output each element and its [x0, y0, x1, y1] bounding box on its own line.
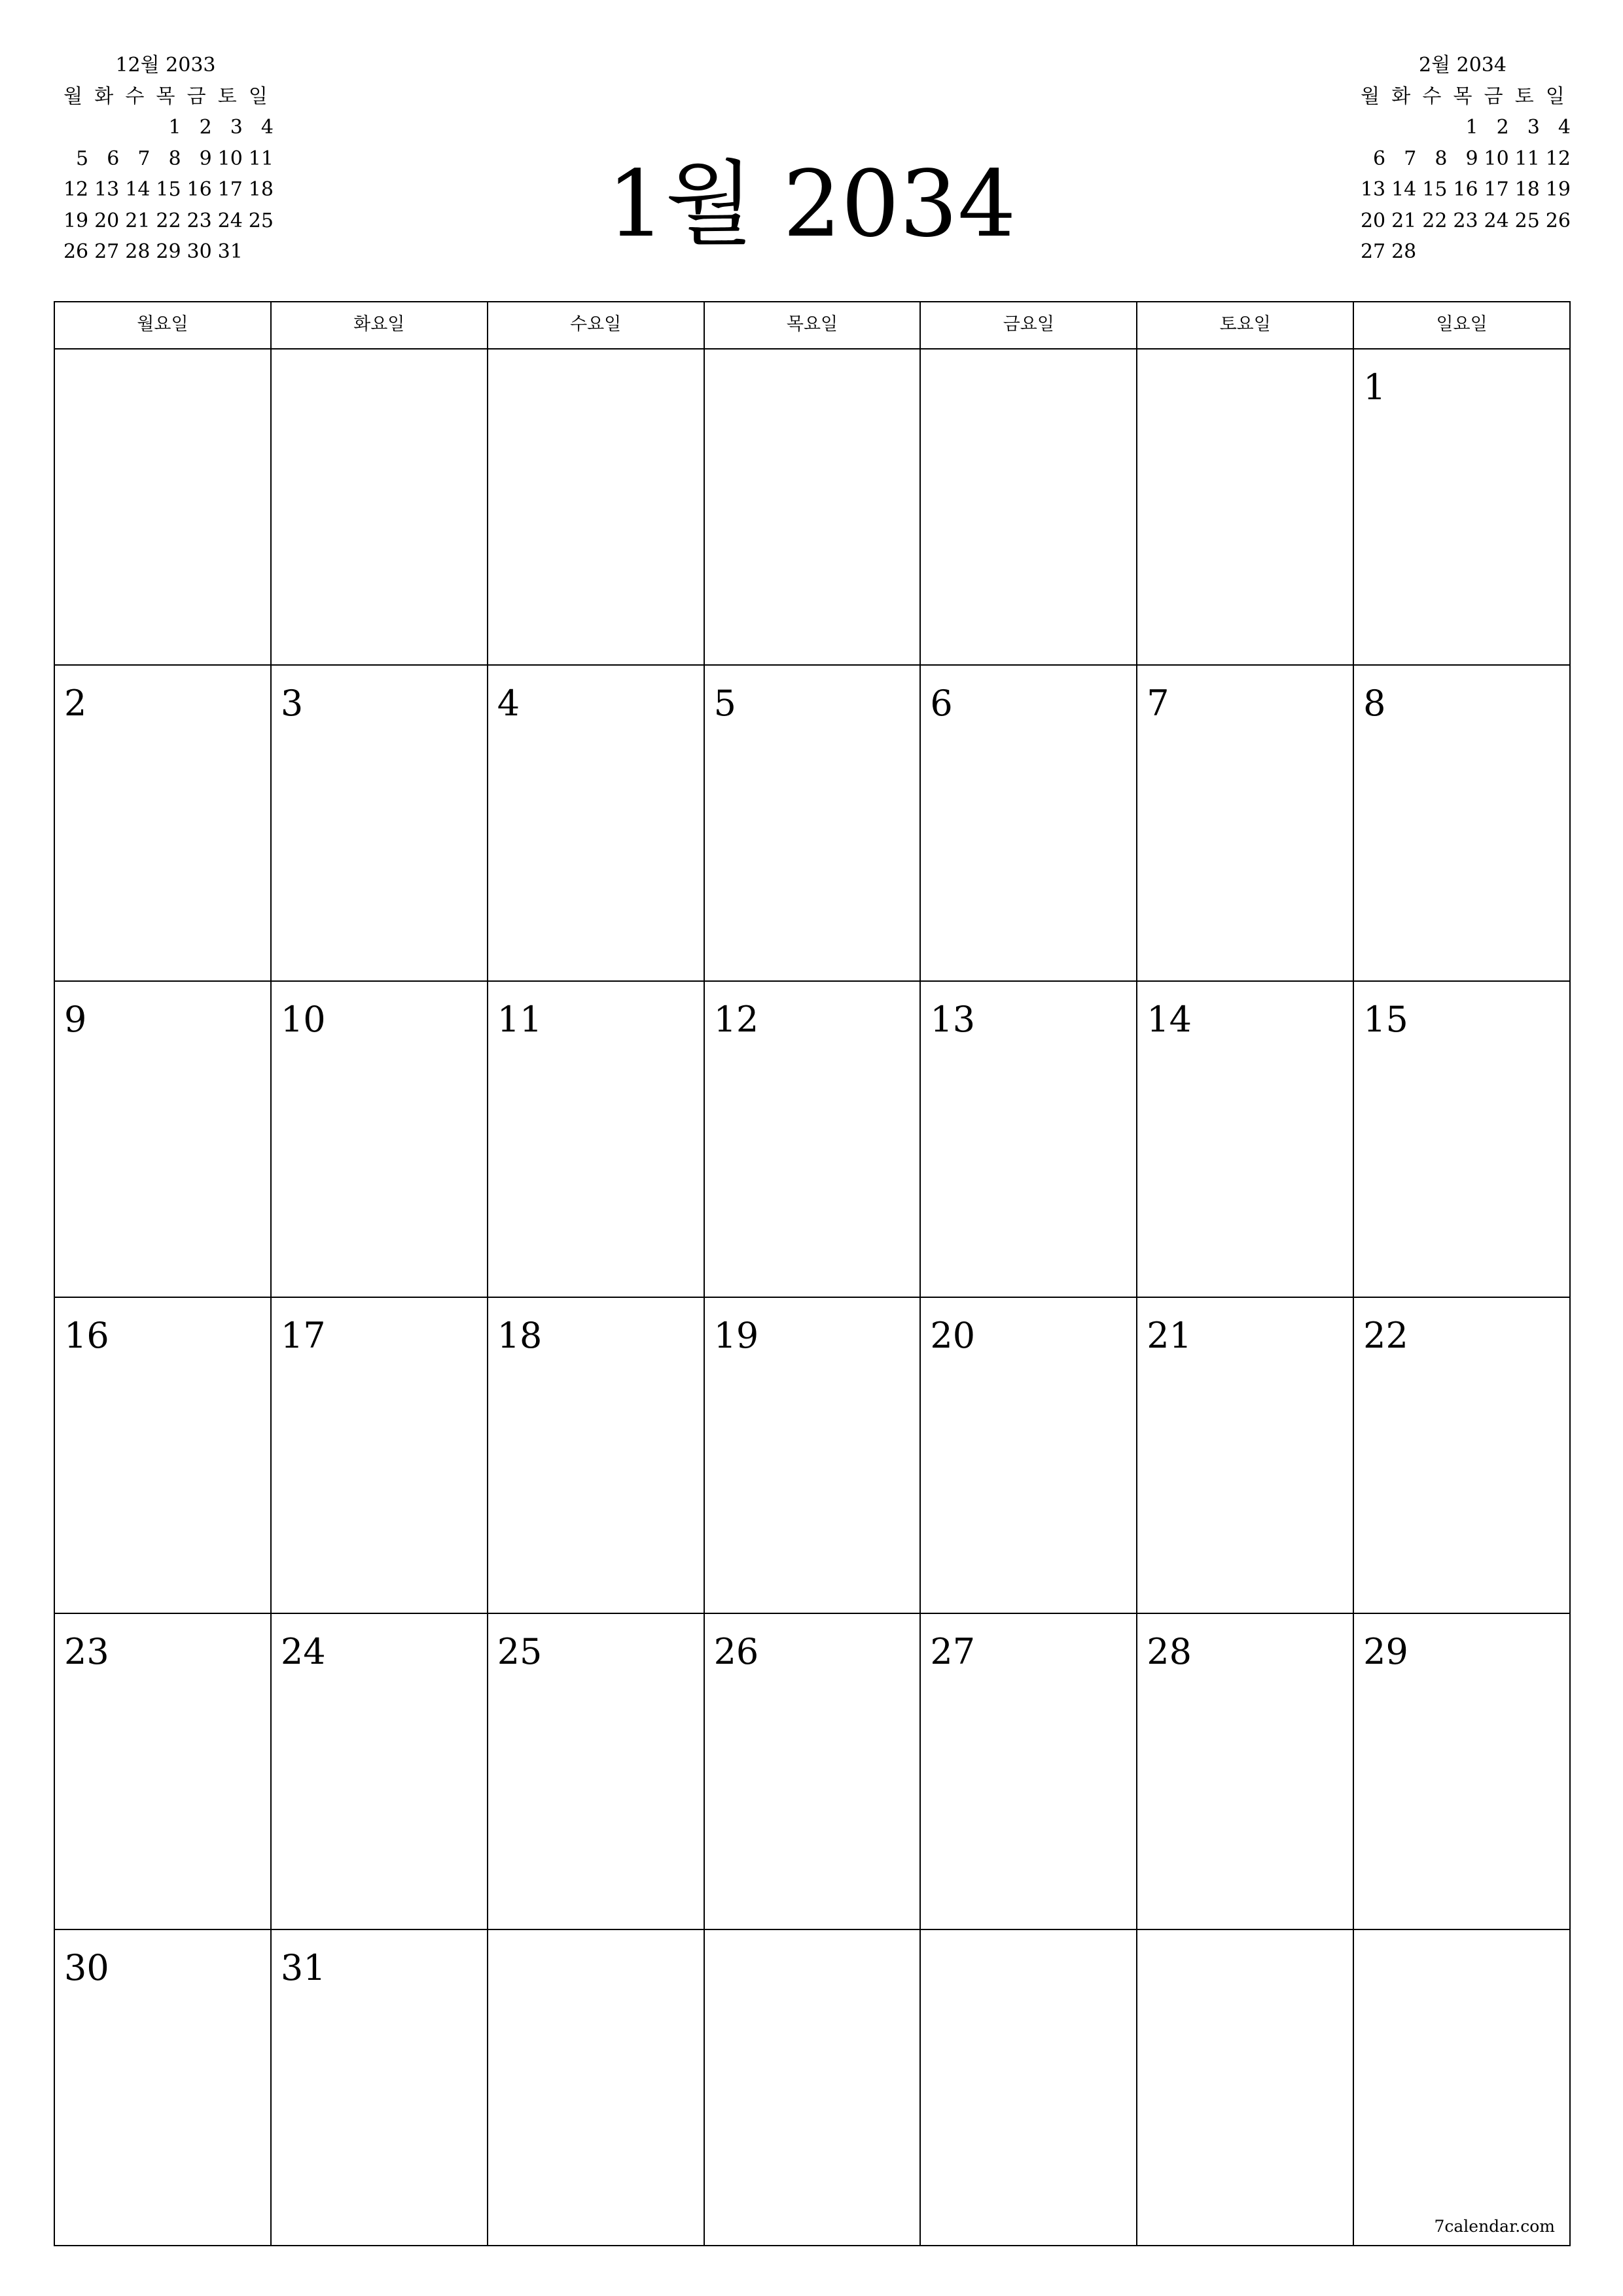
page-title: 1월 2034	[607, 151, 1016, 258]
mini-weekday: 월	[1361, 84, 1380, 108]
next-month-title: 2월 2034	[1419, 54, 1507, 77]
day-cell	[1137, 1930, 1354, 2246]
day-number: 5	[713, 683, 736, 724]
day-number: 10	[280, 999, 326, 1040]
day-cell	[1354, 1930, 1571, 2246]
mini-day	[1416, 236, 1447, 268]
day-cell	[55, 982, 272, 1298]
weekday-header: 수요일	[488, 302, 705, 350]
day-cell	[55, 666, 272, 982]
mini-day: 1	[168, 116, 181, 139]
day-cell	[1137, 1614, 1354, 1930]
day-cell	[1137, 1298, 1354, 1614]
mini-day: 26	[1545, 209, 1571, 232]
week-row	[55, 350, 1571, 666]
day-number: 30	[64, 1947, 109, 1988]
mini-day: 29	[156, 240, 181, 263]
day-cell	[705, 350, 921, 666]
day-number: 27	[930, 1631, 976, 1672]
mini-day: 7	[1404, 147, 1417, 170]
mini-weekday: 금	[1484, 84, 1503, 108]
day-cell	[488, 350, 705, 666]
mini-day: 13	[1360, 178, 1386, 201]
day-cell	[55, 1930, 272, 2246]
mini-day: 27	[1360, 240, 1386, 263]
mini-day: 31	[217, 240, 243, 263]
mini-day: 30	[187, 240, 212, 263]
mini-day: 8	[168, 147, 181, 170]
mini-day	[1416, 112, 1447, 143]
mini-weekday: 토	[217, 84, 237, 108]
mini-day: 2	[1496, 116, 1509, 139]
day-cell	[921, 666, 1137, 982]
day-number: 22	[1363, 1315, 1408, 1356]
day-cell	[921, 1298, 1137, 1614]
day-number: 14	[1147, 999, 1192, 1040]
weekday-header: 월요일	[55, 302, 272, 350]
day-cell	[921, 1614, 1137, 1930]
day-cell	[55, 350, 272, 666]
day-number: 29	[1363, 1631, 1408, 1672]
site-credit: 7calendar.com	[1434, 2217, 1555, 2236]
mini-day: 4	[260, 116, 274, 139]
mini-day	[1355, 112, 1385, 143]
day-cell	[921, 1930, 1137, 2246]
day-number: 9	[64, 999, 87, 1040]
mini-day: 18	[1514, 178, 1540, 201]
mini-day: 26	[63, 240, 89, 263]
mini-day: 21	[1391, 209, 1417, 232]
mini-weekday: 월	[63, 84, 83, 108]
day-cell	[488, 1298, 705, 1614]
day-cell	[1137, 666, 1354, 982]
day-number: 7	[1147, 683, 1169, 724]
day-cell	[488, 982, 705, 1298]
mini-day: 11	[1514, 147, 1540, 170]
day-number: 2	[64, 683, 87, 724]
day-number: 18	[497, 1315, 543, 1356]
mini-day	[58, 112, 88, 143]
day-number: 31	[280, 1947, 326, 1988]
day-number: 1	[1363, 367, 1386, 408]
mini-day: 23	[187, 209, 212, 232]
day-cell	[705, 1930, 921, 2246]
mini-day: 9	[1465, 147, 1478, 170]
weekday-header: 화요일	[272, 302, 488, 350]
day-cell	[705, 982, 921, 1298]
mini-day: 15	[1422, 178, 1448, 201]
mini-weekday: 수	[1422, 84, 1442, 108]
mini-day: 14	[125, 178, 151, 201]
day-number: 15	[1363, 999, 1408, 1040]
day-number: 25	[497, 1631, 543, 1672]
mini-day: 22	[156, 209, 181, 232]
weekday-header: 일요일	[1354, 302, 1571, 350]
day-cell	[1354, 666, 1571, 982]
mini-day: 10	[217, 147, 243, 170]
mini-weekday: 금	[187, 84, 206, 108]
day-cell	[1354, 982, 1571, 1298]
mini-weekday: 일	[248, 84, 268, 108]
mini-day: 28	[125, 240, 151, 263]
day-cell	[488, 666, 705, 982]
mini-day	[1385, 112, 1416, 143]
day-cell	[1137, 982, 1354, 1298]
week-row	[55, 1930, 1571, 2246]
day-cell	[1137, 350, 1354, 666]
day-number: 16	[64, 1315, 109, 1356]
mini-weekday: 목	[1453, 84, 1472, 108]
mini-day: 7	[137, 147, 151, 170]
mini-day: 5	[76, 147, 89, 170]
calendar-body	[55, 350, 1571, 2246]
mini-day	[1478, 236, 1509, 268]
mini-day: 15	[156, 178, 181, 201]
mini-day	[1447, 236, 1478, 268]
mini-day: 4	[1558, 116, 1571, 139]
mini-day: 19	[1545, 178, 1571, 201]
day-number: 28	[1147, 1631, 1192, 1672]
mini-day: 20	[94, 209, 120, 232]
mini-day	[88, 112, 119, 143]
day-number: 12	[713, 999, 759, 1040]
day-cell	[1354, 350, 1571, 666]
next-month-mini-calendar	[1355, 50, 1571, 268]
weekday-header: 금요일	[921, 302, 1137, 350]
weekday-header: 목요일	[705, 302, 921, 350]
mini-day: 22	[1422, 209, 1448, 232]
day-cell	[488, 1930, 705, 2246]
mini-weekday: 화	[1391, 84, 1411, 108]
next-month-grid	[1355, 81, 1571, 268]
mini-weekday: 일	[1545, 84, 1565, 108]
day-number: 23	[64, 1631, 109, 1672]
day-cell	[705, 1298, 921, 1614]
day-number: 21	[1147, 1315, 1192, 1356]
mini-day: 12	[1545, 147, 1571, 170]
week-row	[55, 666, 1571, 982]
day-number: 3	[280, 683, 304, 724]
mini-day: 19	[63, 209, 89, 232]
prev-month-title: 12월 2033	[115, 54, 216, 77]
day-cell	[55, 1614, 272, 1930]
mini-day: 14	[1391, 178, 1417, 201]
mini-day: 3	[1527, 116, 1540, 139]
mini-day: 2	[199, 116, 212, 139]
day-cell	[272, 1614, 488, 1930]
mini-day	[1540, 236, 1571, 268]
day-cell	[921, 982, 1137, 1298]
mini-day: 28	[1391, 240, 1417, 263]
mini-day: 25	[248, 209, 274, 232]
mini-day: 1	[1465, 116, 1478, 139]
day-number: 6	[930, 683, 953, 724]
weekday-header-row	[55, 302, 1571, 350]
mini-weekday: 목	[156, 84, 175, 108]
mini-day: 24	[217, 209, 243, 232]
mini-day: 16	[1453, 178, 1478, 201]
day-number: 24	[280, 1631, 326, 1672]
mini-weekday: 수	[125, 84, 145, 108]
day-number: 8	[1363, 683, 1386, 724]
mini-day	[119, 112, 150, 143]
mini-weekday: 화	[94, 84, 114, 108]
mini-day: 16	[187, 178, 212, 201]
day-number: 20	[930, 1315, 976, 1356]
mini-day: 12	[63, 178, 89, 201]
day-cell	[1354, 1614, 1571, 1930]
mini-day: 6	[1373, 147, 1386, 170]
day-cell	[921, 350, 1137, 666]
day-number: 19	[713, 1315, 759, 1356]
mini-day: 17	[217, 178, 243, 201]
mini-day: 8	[1435, 147, 1448, 170]
mini-day: 20	[1360, 209, 1386, 232]
mini-day: 11	[248, 147, 274, 170]
weekday-header: 토요일	[1137, 302, 1354, 350]
mini-day: 25	[1514, 209, 1540, 232]
day-number: 11	[497, 999, 543, 1040]
day-number: 26	[713, 1631, 759, 1672]
mini-day: 21	[125, 209, 151, 232]
mini-day: 24	[1484, 209, 1509, 232]
week-row	[55, 1614, 1571, 1930]
week-row	[55, 1298, 1571, 1614]
mini-day: 17	[1484, 178, 1509, 201]
day-cell	[1354, 1298, 1571, 1614]
mini-day: 23	[1453, 209, 1478, 232]
day-cell	[488, 1614, 705, 1930]
mini-day: 3	[230, 116, 243, 139]
day-cell	[55, 1298, 272, 1614]
day-cell	[272, 1298, 488, 1614]
mini-day: 13	[94, 178, 120, 201]
day-cell	[272, 666, 488, 982]
mini-day: 10	[1484, 147, 1509, 170]
day-number: 17	[280, 1315, 326, 1356]
day-cell	[705, 1614, 921, 1930]
day-cell	[272, 982, 488, 1298]
mini-day: 27	[94, 240, 120, 263]
day-number: 13	[930, 999, 976, 1040]
mini-day	[1509, 236, 1540, 268]
day-cell	[705, 666, 921, 982]
mini-day: 9	[199, 147, 212, 170]
mini-weekday: 토	[1514, 84, 1534, 108]
mini-day: 6	[107, 147, 120, 170]
day-cell	[272, 350, 488, 666]
day-number: 4	[497, 683, 520, 724]
week-row	[55, 982, 1571, 1298]
mini-day: 18	[248, 178, 274, 201]
month-calendar-grid	[54, 301, 1571, 2246]
day-cell	[272, 1930, 488, 2246]
